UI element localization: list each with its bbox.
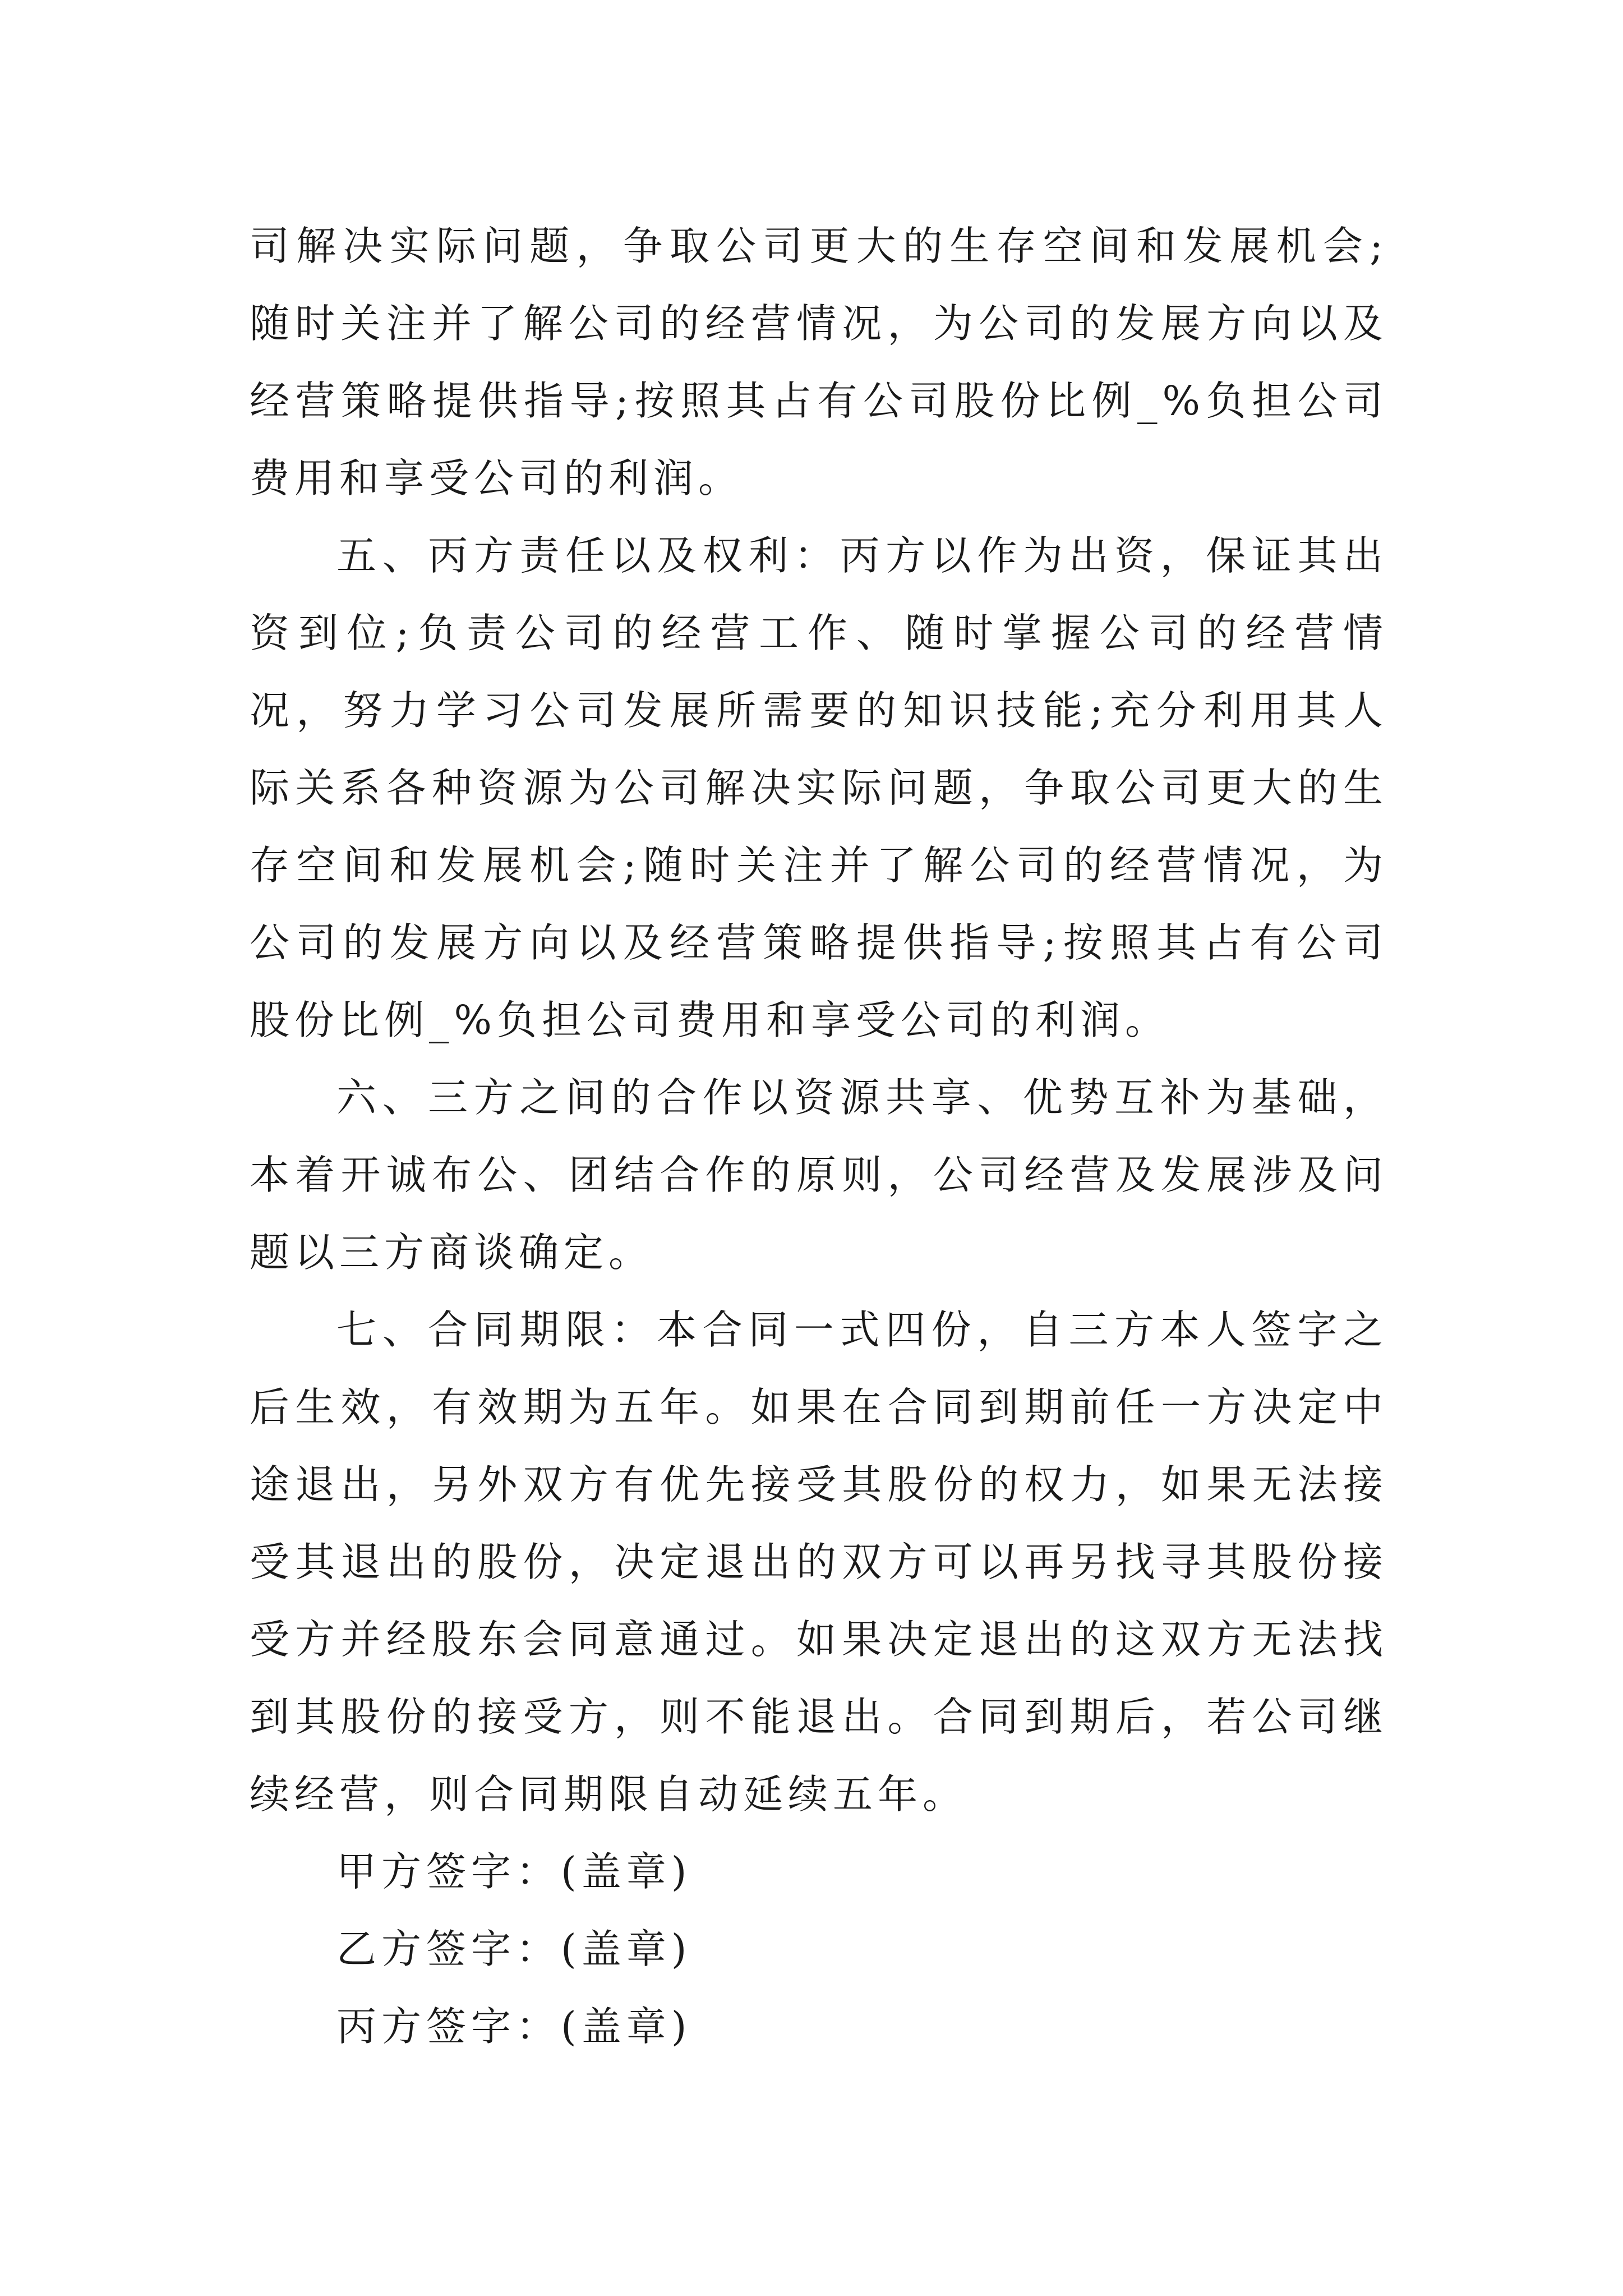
signature-party-c: 丙方签字：(盖章)	[336, 2003, 692, 2050]
signature-party-a: 甲方签字：(盖章)	[336, 1848, 692, 1895]
signature-party-b: 乙方签字：(盖章)	[336, 1926, 692, 1972]
paragraph-clause-6: 六、三方之间的合作以资源共享、优势互补为基础，本着开诚布公、团结合作的原则，公司经营及发展涉及问题以三方商谈确定。	[250, 1074, 1388, 1276]
paragraph-clause-5: 五、丙方责任以及权利：丙方以作为出资，保证其出资到位;负责公司的经营工作、随时掌握公司的经营情况，努力学习公司发展所需要的知识技能;充分利用其人际关系各种资源为公司解决实际问题，争取公司更大的生存空间和发展机会;随时关注并了解公司的经营情况，为公司的发展方向以及经营策略提供指导;按照其占有公司股份比例_%负担公司费用和享受公司的利润。	[250, 532, 1388, 1043]
document-page	[250, 208, 1388, 2065]
paragraph-continuation: 司解决实际问题，争取公司更大的生存空间和发展机会;随时关注并了解公司的经营情况，为公司的发展方向以及经营策略提供指导;按照其占有公司股份比例_%负担公司费用和享受公司的利润。	[250, 223, 1388, 501]
paragraph-clause-7: 七、合同期限：本合同一式四份，自三方本人签字之后生效，有效期为五年。如果在合同到期前任一方决定中途退出，另外双方有优先接受其股份的权力，如果无法接受其退出的股份，决定退出的双方可以再另找寻其股份接受方并经股东会同意通过。如果决定退出的这双方无法找到其股份的接受方，则不能退出。合同到期后，若公司继续经营，则合同期限自动延续五年。	[250, 1306, 1388, 1818]
